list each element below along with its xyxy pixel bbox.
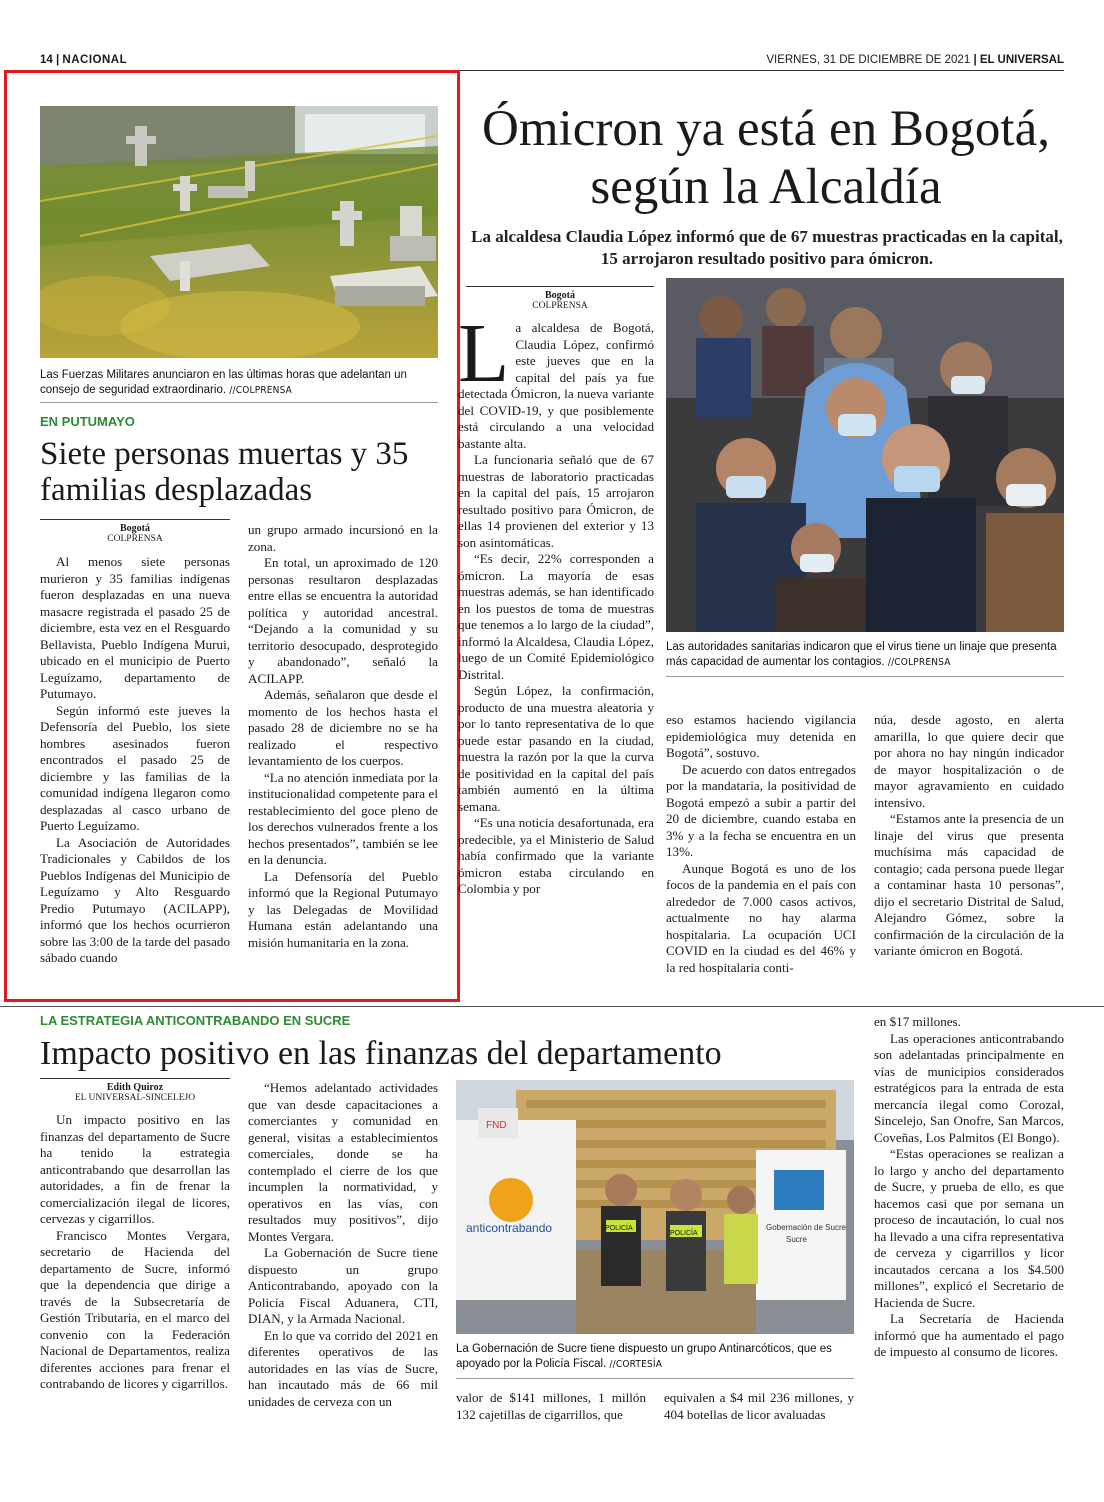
paragraph: “Estamos ante la presencia de un linaje del virus que presenta muchísima más capacidad de contagio; cada persona puede llegar a contaminar hasta 10 personas”, dijo el secretario Distrital de Salud, Alejandro Gómez, sobre la confirmación de la circulación de la variante ómicron en Bogotá.: [874, 811, 1064, 958]
banner-text: Gobernación de Sucre: [766, 1223, 847, 1232]
bottom-kicker: LA ESTRATEGIA ANTICONTRABANDO EN SUCRE: [40, 1013, 351, 1028]
bottom-byline-author: Edith Quiroz: [106, 1082, 164, 1093]
paragraph: “Hemos adelantado actividades que van desde capacitaciones a comerciantes y comunidad en general, visitas a establecimientos comerciales, donde se ha contemplado el cierre de los que incumplen la normatividad, y operativos en las vías, con resultados muy positivos”, dijo Montes Vergara.: [248, 1080, 438, 1244]
paragraph: valor de $141 millones, 1 millón 132 cajetillas de cigarrillos, que: [456, 1390, 646, 1422]
main-byline-agency: COLPRENSA: [532, 301, 588, 311]
paragraph: equivalen a $4 mil 236 millones, y 404 botellas de licor avaluadas: [664, 1390, 854, 1422]
banner-text-2: Sucre: [786, 1235, 807, 1244]
bottom-headline: Impacto positivo en las finanzas del departamento: [40, 1035, 722, 1072]
left-byline-place: Bogotá: [120, 523, 150, 534]
paragraph: núa, desde agosto, en alerta amarilla, lo que quiere decir que por ahora no hay ningún indicador de mayor hospitalización o de mayor agravamiento en cuidado intensivo.: [874, 712, 1064, 810]
cemetery-image: [40, 106, 438, 358]
bottom-byline-agency: EL UNIVERSAL-SINCELEJO: [74, 1093, 196, 1103]
paper-name: EL UNIVERSAL: [979, 54, 1064, 66]
main-column-2: [666, 712, 856, 976]
bottom-byline: [40, 1082, 230, 1104]
paragraph: un grupo armado incursionó en la zona.: [248, 522, 438, 554]
paragraph: “Es decir, 22% corresponden a ómicron. La mayoría de esas muestras además, se han identificado en los puestos de toma de muestras que tenemos a lo largo de la ciudad”, informó la Alcaldesa, Claudia López, luego de un Comité Epidemiológico Distrital.: [458, 551, 654, 682]
paragraph: eso estamos haciendo vigilancia epidemiológica muy detenida en Bogotá”, sostuvo.: [666, 712, 856, 760]
paragraph: Al menos siete personas murieron y 35 familias indígenas fueron desplazadas en una nueva masacre registrada el pasado 25 de diciembre, esta vez en el Resguardo Bellavista, Pueblo Indígena Murui, ubicado en el municipio de Puerto Leguízamo, departamento de Putumayo.: [40, 554, 230, 701]
paragraph: “La no atención inmediata por la institucionalidad competente para el restablecimiento del goce pleno de los derechos vulnerados frente a los hechos presentados”, también se lee en la denuncia.: [248, 769, 438, 867]
paragraph: Francisco Montes Vergara, secretario de Hacienda del departamento de Sucre, informó que la dependencia que dirige a través de la Subsecretaría de Gestión Tributaria, en el marco del convenio con la Federación Nacional de Departamentos, realiza diferentes acciones para frenar el contrabando de licores y cigarrillos.: [40, 1227, 230, 1391]
main-byline-rule: [466, 286, 654, 287]
issue-date: VIERNES, 31 DE DICIEMBRE DE 2021: [766, 54, 971, 66]
main-byline-place: Bogotá: [545, 290, 575, 301]
main-deck: La alcaldesa Claudia López informó que de 67 muestras practicadas en la capital, 15 arrojaron resultado positivo para ómicron.: [471, 227, 1063, 268]
bottom-column-1: [40, 1112, 230, 1393]
bottom-column-4: [664, 1390, 854, 1423]
left-headline: Siete personas muertas y 35 familias desplazadas: [40, 436, 409, 508]
paragraph: en $17 millones.: [874, 1014, 961, 1029]
paragraph: La Gobernación de Sucre tiene dispuesto un grupo Anticontrabando, apoyado con la Policía Fiscal Aduanera, CTI, DIAN, y la Armada Nacional.: [248, 1245, 438, 1326]
bottom-column-3: [456, 1390, 646, 1423]
left-byline-agency: COLPRENSA: [107, 534, 163, 544]
paragraph: Un impacto positivo en las finanzas del departamento de Sucre ha tenido la estrategia anticontrabando que desarrollan las autoridades, a fin de frenar la comercialización ilegal de licores, cervezas y cigarrillos.: [40, 1112, 230, 1226]
section-divider: [0, 1006, 1104, 1007]
paragraph: Las operaciones anticontrabando son adelantadas principalmente en vías de municipios considerados estratégicos para la entrada de esta mercancía ilegal como Corozal, Sincelejo, San Onofre, San Marcos, Coveñas, Los Palmitos (El Bongo).: [874, 1030, 1064, 1145]
main-column-1: [458, 307, 654, 898]
anticontraband-photo: [456, 1080, 854, 1334]
paragraph: La Secretaría de Hacienda informó que ha aumentado el pago de impuesto al consumo de licores.: [874, 1311, 1064, 1359]
cemetery-photo: [40, 106, 438, 358]
anticontraband-caption-rule: [456, 1378, 854, 1379]
paragraph: “Es una noticia desafortunada, era predecible, ya el Ministerio de Salud había confirmado que la variante ómicron estaba circulando en Colombia y por: [458, 815, 654, 896]
page-header: 14 | NACIONAL VIERNES, 31 DE DICIEMBRE DE 2021 | EL UNIVERSAL: [40, 54, 1064, 66]
page-number: 14: [40, 54, 53, 66]
paragraph: “Estas operaciones se realizan a lo largo y ancho del departamento de Sucre, y prueba de ello, es que hacemos casi que por semana un proceso de incautación, lo cual nos ha llevado a una cifra representativa de cerveza y cigarrillos y licor incautados cercana a los $4.500 millones”, explicó el Secretario de Hacienda de Sucre.: [874, 1146, 1064, 1310]
bottom-column-2: [248, 1080, 438, 1410]
caption-rule: [40, 402, 438, 403]
crowd-credit: //COLPRENSA: [887, 657, 951, 668]
paragraph: En lo que va corrido del 2021 en diferentes operativos de las autoridades en las vías de Sucre, han incautado más de 66 mil unidades de cerveza con un: [248, 1327, 438, 1409]
section-name: NACIONAL: [62, 54, 128, 66]
crowd-caption: Las autoridades sanitarias indicaron que el virus tiene un linaje que presenta más capacidad de aumentar los contagios. //COLPRENSA: [666, 641, 1057, 668]
cemetery-credit: //COLPRENSA: [229, 385, 293, 396]
paragraph: De acuerdo con datos entregados por la mandataria, la positividad de Bogotá empezó a subir a partir del 20 de diciembre, cuando estaba en 3% y a la fecha se encuentra en un 13%.: [666, 761, 856, 859]
bottom-byline-rule: [40, 1078, 230, 1079]
main-headline: Ómicron ya está en Bogotá, según la Alcaldía: [482, 101, 1050, 215]
anticontraband-image: [456, 1080, 854, 1334]
sign-text: FND: [486, 1120, 507, 1131]
paragraph: La funcionaria señaló que de 67 muestras de laboratorio practicadas en la capital del país, 15 arrojaron resultado positivo para Ómicron, de ellas 14 provienen del exterior y 13 son asintomáticas.: [458, 452, 654, 550]
anticontraband-caption: La Gobernación de Sucre tiene dispuesto un grupo Antinarcóticos, que es apoyado por la Policía Fiscal. //CORTESÍA: [456, 1343, 832, 1370]
drop-cap: L: [458, 307, 510, 400]
left-kicker: EN PUTUMAYO: [40, 414, 135, 429]
paragraph: Según López, la confirmación, producto de una muestra aleatoria y por lo tanto representativa de lo que puede estar pasando en la ciudad, muestra la razón por la que la curva de positividad en la capital del país también aumentó en la última semana.: [458, 683, 654, 814]
left-column-2: [248, 522, 438, 951]
vest-text-2: POLICÍA: [670, 1230, 698, 1237]
paragraph: La Defensoría del Pueblo informó que la Regional Putumayo y las Delegadas de Movilidad Humana están adelantando una misión humanitaria en la zona.: [248, 868, 438, 950]
main-column-3: [874, 712, 1064, 960]
crowd-image: [666, 278, 1064, 632]
vest-text-1: POLICÍA: [605, 1225, 633, 1232]
crowd-photo: [666, 278, 1064, 632]
left-byline-rule: [40, 519, 230, 520]
paragraph: Según informó este jueves la Defensoría del Pueblo, los siete hombres asesinados fueron encontrados el pasado 25 de diciembre y las familias de la comunidad indígena llegaron como desplazadas al casco urbano de Puerto Leguízamo.: [40, 702, 230, 833]
bottom-column-5: [874, 1014, 1064, 1361]
paragraph: Aunque Bogotá es uno de los focos de la pandemia en el país con alrededor de 7.000 casos activos, actualmente no hay alarma hospitalaria. La ocupación UCI COVID en la ciudad es del 46% y la red hospitalaria conti-: [666, 860, 856, 975]
paragraph: La Asociación de Autoridades Tradicionales y Cabildos de los Pueblos Indígenas del Municipio de Leguízamo y Alto Resguardo Predio Putumayo (ACILAPP), informó que los hechos ocurrieron sobre las 3:00 de la tarde del pasado sábado cuando: [40, 834, 230, 965]
header-right: VIERNES, 31 DE DICIEMBRE DE 2021 | EL UNIVERSAL: [766, 54, 1064, 66]
left-byline: [40, 523, 230, 545]
cemetery-caption: Las Fuerzas Militares anunciaron en las últimas horas que adelantan un consejo de seguridad extraordinario. //COLPRENSA: [40, 369, 407, 396]
left-column-1: [40, 554, 230, 967]
anticontraband-credit: //CORTESÍA: [609, 1359, 663, 1370]
paragraph: En total, un aproximado de 120 personas resultaron desplazadas entre ellas se encuentra la autoridad política y autoridad ancestral. “Dejando a la comunidad y su territorio desocupado, desprotegido y abandonado”, señaló la ACILAPP.: [248, 555, 438, 686]
crowd-caption-rule: [666, 676, 1064, 677]
paragraph: La alcaldesa de Bogotá, Claudia López, confirmó este jueves que en la capital del país ya fue detectada Ómicron, la nueva variante del COVID-19, y que posiblemente está circulando a una velocidad bastante alta.: [458, 307, 654, 451]
paragraph: Además, señalaron que desde el momento de los hechos hasta el pasado 28 de diciembre no se ha realizado el respectivo levantamiento de los cuerpos.: [248, 687, 438, 768]
poster-logo-text: anticontrabando: [466, 1221, 553, 1235]
